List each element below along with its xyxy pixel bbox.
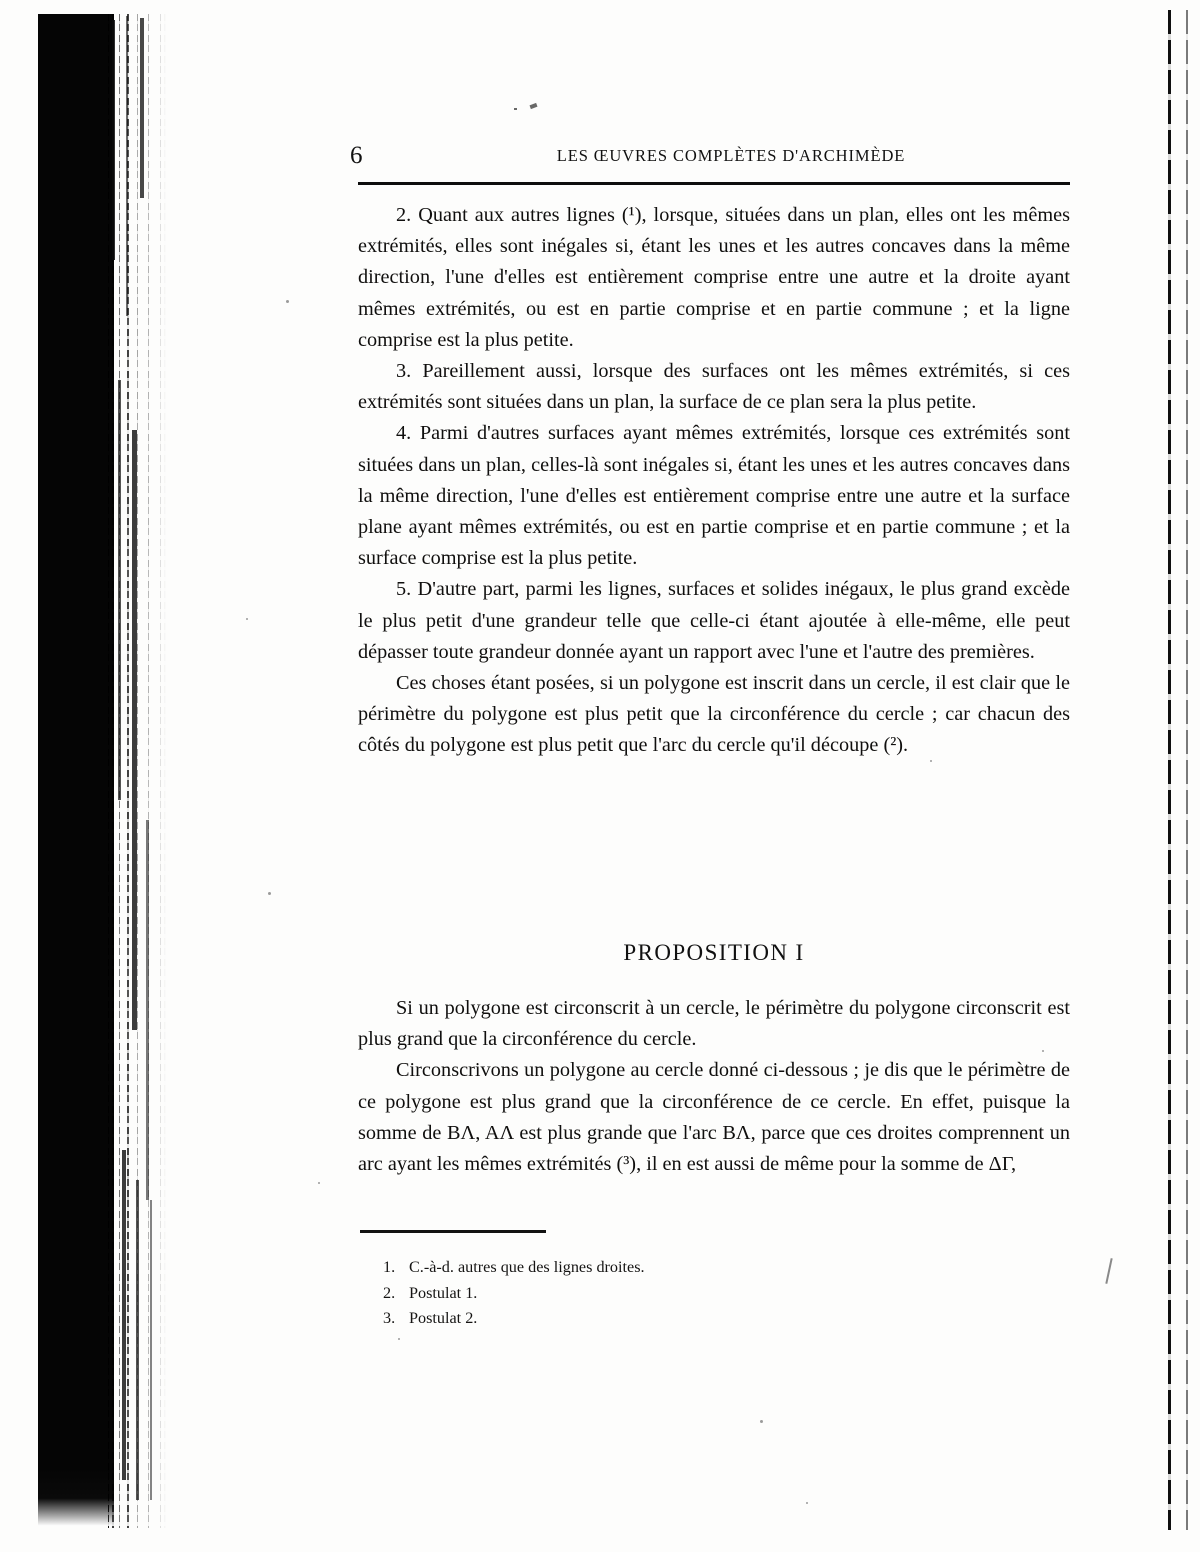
footnote-item xyxy=(383,1306,983,1332)
paragraph-5: 5. D'autre part, parmi les lignes, surfaces et solides inégaux, le plus grand excède le plus petit d'une grandeur telle que celle-ci étant ajoutée à elle-même, elle peut dépasser toute grandeur donnée ayant un rapport avec l'une et l'autre des premières. xyxy=(358,578,1070,663)
footnote-rule xyxy=(360,1230,546,1233)
paragraph-4: 4. Parmi d'autres surfaces ayant mêmes extrémités, lorsque ces extrémités sont situées dans un plan, celles-là sont inégales si, étant les unes et les autres concaves dans la même direction, l'une d'elles est entièrement comprise entre une autre et la surface plane ayant mêmes extrémités, ou est en partie comprise et en partie commune ; et la surface comprise est la plus petite. xyxy=(358,422,1070,570)
footnote-list xyxy=(383,1255,983,1332)
footnote-text: C.-à-d. autres que des lignes droites. xyxy=(409,1258,645,1276)
paragraph-3: 3. Pareillement aussi, lorsque des surfaces ont les mêmes extrémités, si ces extrémités sont situées dans un plan, la surface de ce plan sera la plus petite. xyxy=(358,360,1070,414)
proposition-statement: Si un polygone est circonscrit à un cercle, le périmètre du polygone circonscrit est plus grand que la circonférence du cercle. xyxy=(358,997,1070,1051)
body-text-block xyxy=(358,200,1070,762)
footnote-text: Postulat 2. xyxy=(409,1309,478,1327)
footnote-number: 2. xyxy=(383,1283,396,1302)
paragraph-2: 2. Quant aux autres lignes (¹), lorsque, situées dans un plan, elles ont les mêmes extrémités, elles sont inégales si, étant les unes et les autres concaves dans la même direction, l'une d'elles est entièrement comprise entre une autre et la droite ayant mêmes extrémités, ou est en partie comprise et en partie commune ; et la ligne comprise est la plus petite. xyxy=(358,204,1070,351)
running-head-title: LES ŒUVRES COMPLÈTES D'ARCHIMÈDE xyxy=(556,146,906,165)
footnote-item xyxy=(383,1255,983,1281)
running-head xyxy=(350,142,1080,170)
proposition-text-block xyxy=(358,993,1070,1180)
footnote-number: 3. xyxy=(383,1309,396,1327)
header-rule xyxy=(358,182,1070,185)
proposition-demonstration: Circonscrivons un polygone au cercle donné ci-dessous ; je dis que le périmètre de ce polygone est plus grand que la circonférence de ce cercle. En effet, puisque la somme de BΛ, ΑΛ est plus grande que l'arc BΛ, parce que ces droites comprennent un arc ayant les mêmes extrémités (³), il en est aussi de même pour la somme de ΔΓ, xyxy=(358,1059,1070,1176)
footnote-number: 1. xyxy=(383,1258,396,1276)
footnote-item xyxy=(383,1281,983,1307)
paragraph-conclusion: Ces choses étant posées, si un polygone est inscrit dans un cercle, il est clair que le périmètre du polygone est plus petit que la circonférence du cercle ; car chacun des côtés du polygone est plus petit que l'arc du cercle qu'il découpe (²). xyxy=(358,672,1070,757)
page-number: 6 xyxy=(350,142,363,169)
proposition-heading: PROPOSITION I xyxy=(623,940,805,965)
footnote-text: Postulat 1. xyxy=(409,1283,478,1302)
